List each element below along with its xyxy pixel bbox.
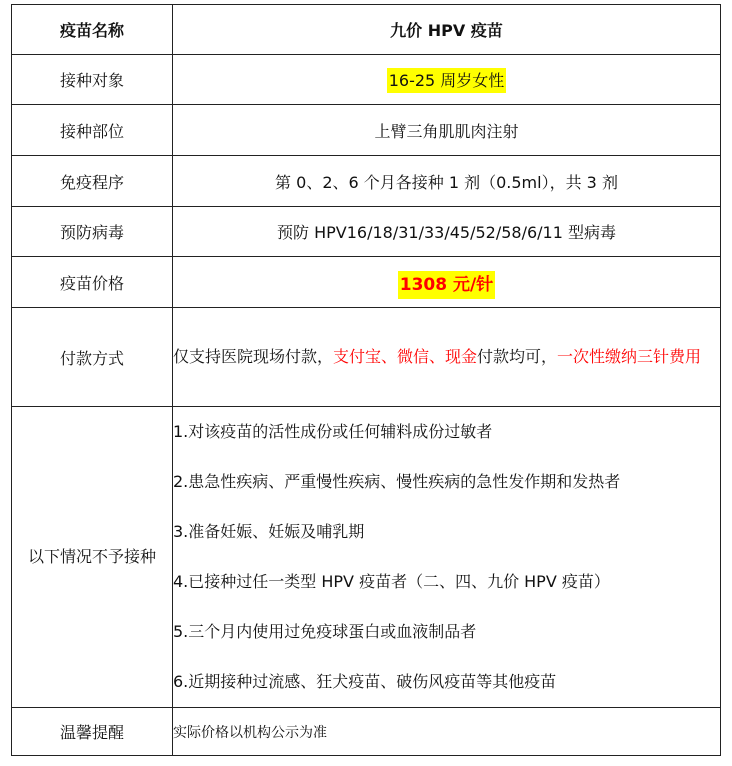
payment-text-2: 付款均可， [477,346,558,366]
exclusion-item: 1.对该疫苗的活性成份或任何辅料成份过敏者 [173,422,493,441]
table-row-exclusions [12,407,721,708]
header-value: 九价 HPV 疫苗 [173,5,721,55]
prevent-label: 预防病毒 [12,207,173,257]
price-cell [173,257,721,308]
target-label: 接种对象 [12,55,173,105]
target-value: 16-25 周岁女性 [387,68,507,93]
table-row-payment [12,308,721,407]
table-row-target [12,55,721,105]
schedule-label: 免疫程序 [12,156,173,207]
exclusion-item: 3.准备妊娠、妊娠及哺乳期 [173,522,365,541]
exclusion-item: 2.患急性疾病、严重慢性疾病、慢性疾病的急性发作期和发热者 [173,472,621,491]
site-value: 上臂三角肌肌肉注射 [173,105,721,156]
target-cell [173,55,721,105]
table-row-site [12,105,721,156]
exclusions-list [173,407,721,708]
reminder-value: 实际价格以机构公示为准 [173,708,721,756]
table-row-schedule [12,156,721,207]
table-row-prevent [12,207,721,257]
payment-label: 付款方式 [12,308,173,407]
exclusion-item: 5.三个月内使用过免疫球蛋白或血液制品者 [173,622,477,641]
payment-text-1: 仅支持医院现场付款， [173,346,334,366]
schedule-value: 第 0、2、6 个月各接种 1 剂（0.5ml），共 3 剂 [173,156,721,207]
vaccine-info-table [11,4,721,756]
exclusion-item: 4.已接种过任一类型 HPV 疫苗者（二、四、九价 HPV 疫苗） [173,572,610,591]
table-row-reminder [12,708,721,756]
header-label: 疫苗名称 [12,5,173,55]
reminder-label: 温馨提醒 [12,708,173,756]
site-label: 接种部位 [12,105,173,156]
exclusion-item: 6.近期接种过流感、狂犬疫苗、破伤风疫苗等其他疫苗 [173,672,557,691]
payment-methods: 支付宝、微信、现金 [333,346,478,366]
table-row-price [12,257,721,308]
payment-value [173,308,721,407]
prevent-value: 预防 HPV16/18/31/33/45/52/58/6/11 型病毒 [173,207,721,257]
table-row-header [12,5,721,55]
price-label: 疫苗价格 [12,257,173,308]
exclusions-label: 以下情况不予接种 [27,547,156,567]
price-value: 1308 元/针 [398,271,495,299]
exclusions-label-cell [12,407,173,708]
payment-note: 一次性缴纳三针费用 [557,346,702,366]
